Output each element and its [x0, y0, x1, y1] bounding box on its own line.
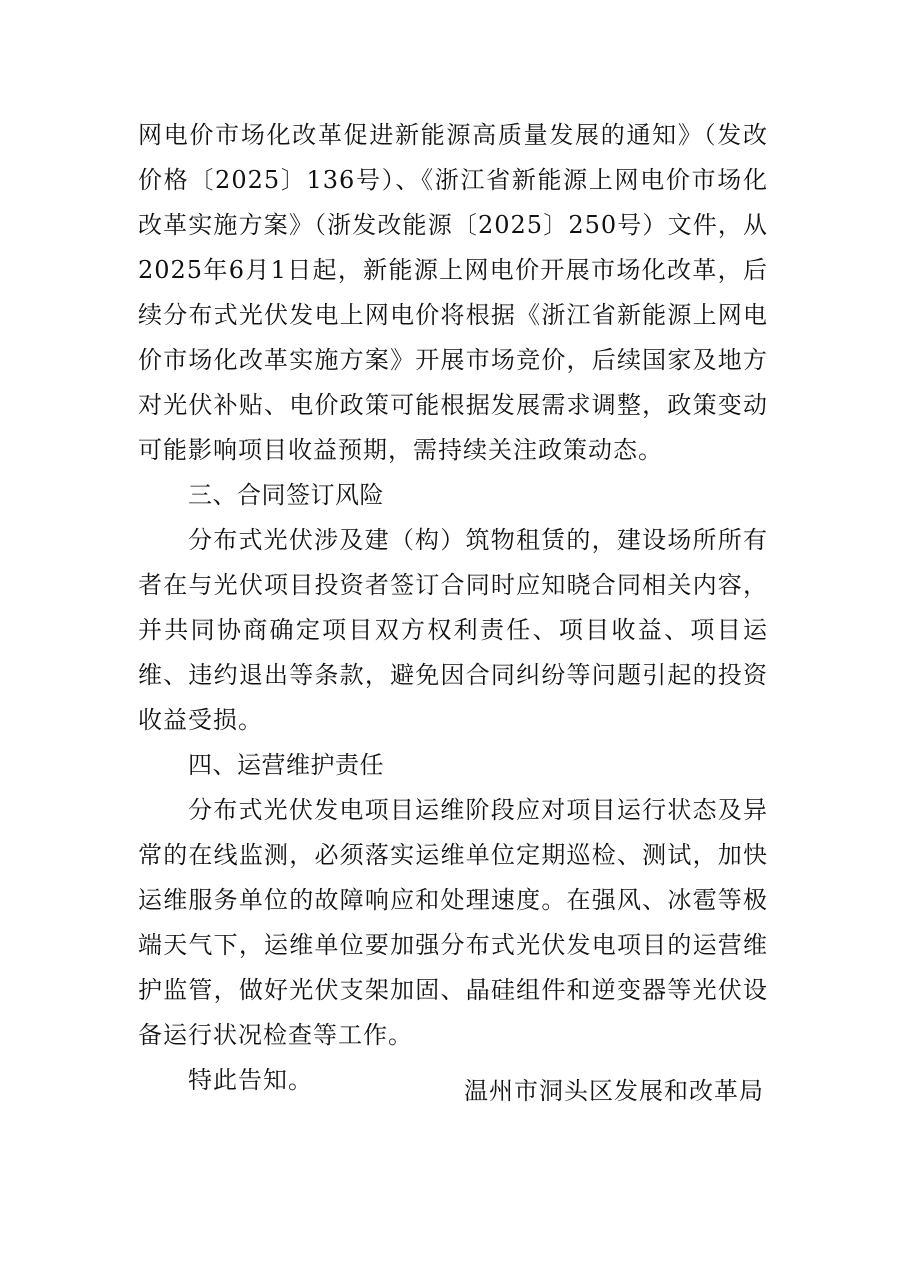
issuer-signature: 温州市洞头区发展和改革局: [464, 1077, 764, 1105]
section-body-operation-maintenance: 分布式光伏发电项目运维阶段应对项目运行状态及异常的在线监测，必须落实运维单位定期巡检、测试，加快运维服务单位的故障响应和处理速度。在强风、冰雹等极端天气下，运维单位要加强分布式光伏发电项目的运营维护监管，做好光伏支架加固、晶硅组件和逆变器等光伏设备运行状况检查等工作。: [138, 796, 768, 1049]
section-body-contract-risk: 分布式光伏涉及建（构）筑物租赁的，建设场所所有者在与光伏项目投资者签订合同时应知晓合同相关内容，并共同协商确定项目双方权利责任、项目收益、项目运维、违约退出等条款，避免因合同纠纷等问题引起的投资收益受损。: [138, 526, 768, 734]
continuation-paragraph: 网电价市场化改革促进新能源高质量发展的通知》（发改价格〔2025〕136号）、《浙江省新能源上网电价市场化改革实施方案》（浙发改能源〔2025〕250号）文件，从2025年6月1日起，新能源上网电价开展市场化改革，后续分布式光伏发电上网电价将根据《浙江省新能源上网电价市场化改革实施方案》开展市场竞价，后续国家及地方对光伏补贴、电价政策可能根据发展需求调整，政策变动可能影响项目收益预期，需持续关注政策动态。: [138, 121, 768, 464]
section-heading-operation-maintenance: 四、运营维护责任: [188, 751, 384, 779]
section-heading-contract-risk: 三、合同签订风险: [188, 481, 384, 509]
closing-remark: 特此告知。: [188, 1066, 313, 1094]
document-body: [138, 113, 768, 1103]
